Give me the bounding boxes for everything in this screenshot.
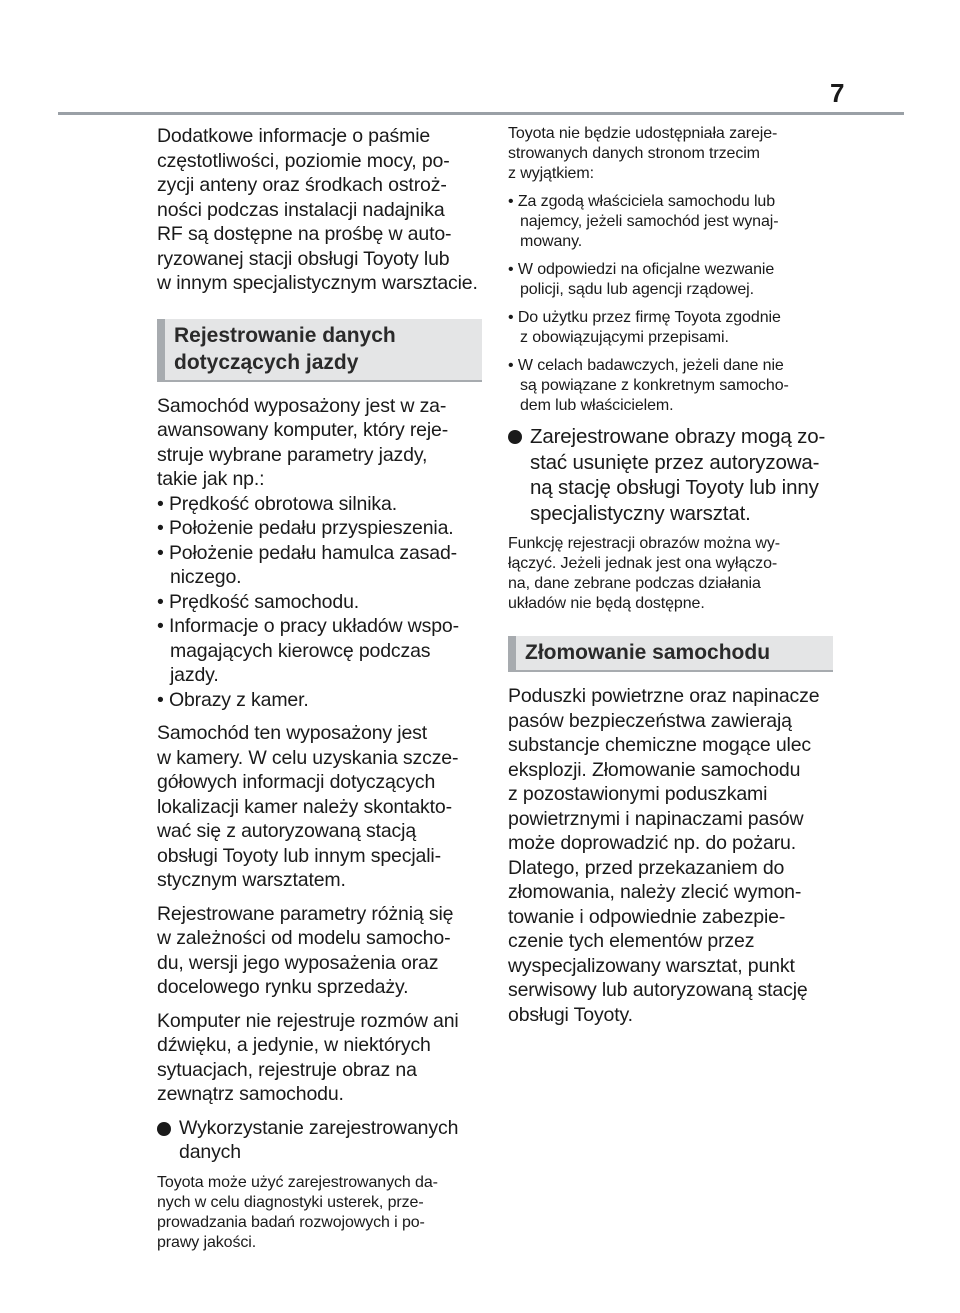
subheading-text: Zarejestrowane obrazy mogą zo- stać usunięte przez autoryzowa- ną stację obsługi Toyoty lub inny specjalistyczny warsztat. — [530, 425, 826, 525]
image-recording-note: Funkcję rejestracji obrazów można wy- łączyć. Jeżeli jednak jest ona wyłączo- na, dane zebrane podczas działania układów nie będą dostępne. — [508, 535, 780, 612]
list-item: • Do użytku przez firmę Toyota zgodnie z obowiązującymi przepisami. — [508, 309, 781, 346]
data-usage-note: Toyota może użyć zarejestrowanych da- nych w celu diagnostyki usterek, prze- prowadzania badań rozwojowych i po- prawy jakości. — [157, 1173, 438, 1251]
bullet-dot-icon — [157, 1122, 171, 1136]
subheading-image-deletion — [508, 424, 833, 526]
list-item: • Położenie pedału przyspieszenia. — [157, 517, 454, 539]
list-item: • Obrazy z kamer. — [157, 688, 309, 711]
bullet-dot-icon — [508, 430, 522, 444]
subheading-text: Wykorzystanie zarejestrowanych danych — [179, 1116, 459, 1163]
section-heading-text: Rejestrowanie danych dotyczących jazdy — [174, 323, 396, 374]
list-item: • Prędkość samochodu. — [157, 590, 360, 613]
left-column — [157, 124, 482, 1261]
list-item: • Położenie pedału hamulca zasad- niczego. — [157, 541, 457, 588]
rf-info-paragraph: Dodatkowe informacje o paśmie częstotliwości, poziomie mocy, po- zycji anteny oraz środkach ostroż- ności podczas instalacji nadajnika RF są dostępne na prośbę w auto- ryzowanej stacji obsługi Toyoty lub w innym specjalistycznym warsztacie. — [157, 125, 478, 294]
header-rule — [58, 112, 904, 115]
list-item: • W odpowiedzi na oficjalne wezwanie policji, sądu lub agencji rządowej. — [508, 261, 775, 298]
list-item: • Prędkość obrotowa silnika. — [157, 492, 397, 515]
list-item: • Informacje o pracy układów wspo- magających kierowcę podczas jazdy. — [157, 615, 459, 686]
scrapping-paragraph: Poduszki powietrzne oraz napinacze pasów bezpieczeństwa zawierają substancje chemiczne mogące ulec eksplozji. Złomowanie samochodu z pozostawionymi poduszkami powietrznymi i napinaczami pasów może doprowadzić np. do pożaru. Dlatego, przed przekazaniem do złomowania, należy zlecić wymon- towanie i odpowiednie zabezpie- czenie tych elementów przez wyspecjalizowany warsztat, punkt serwisowy lub autoryzowaną stację obsługi Toyoty. — [508, 685, 820, 1026]
parameters-vary-paragraph: Rejestrowane parametry różnią się w zależności od modelu samocho- du, wersji jego wyposażenia oraz docelowego rynku sprzedaży. — [157, 902, 454, 998]
third-party-paragraph: Toyota nie będzie udostępniała zareje- strowanych danych stronom trzecim z wyjątkiem: — [508, 125, 778, 182]
section-heading-scrapping — [508, 636, 833, 672]
recorded-parameters-list — [157, 492, 482, 713]
no-audio-paragraph: Komputer nie rejestruje rozmów ani dźwięku, a jedynie, w niektórych sytuacjach, rejestruje obraz na zewnątrz samochodu. — [157, 1009, 459, 1105]
subheading-data-usage — [157, 1116, 482, 1165]
list-item: • Za zgodą właściciela samochodu lub najemcy, jeżeli samochód jest wynaj- mowany. — [508, 193, 779, 250]
list-item: • W celach badawczych, jeżeli dane nie są powiązane z konkretnym samocho- dem lub właścicielem. — [508, 357, 789, 414]
section-heading-data-recording — [157, 319, 482, 382]
recording-intro-paragraph: Samochód wyposażony jest w za- awansowany komputer, który reje- struje wybrane parametry jazdy, takie jak np.: — [157, 394, 449, 490]
exceptions-list — [508, 192, 833, 416]
section-heading-text: Złomowanie samochodu — [525, 641, 771, 664]
right-column — [508, 124, 833, 1036]
page-number: 7 — [830, 78, 845, 108]
cameras-paragraph: Samochód ten wyposażony jest w kamery. W celu uzyskania szcze- gółowych informacji dotyczących lokalizacji kamer należy skontakto- wać się z autoryzowaną stacją obsługi Toyoty lub innym specjali- stycznym warsztatem. — [157, 722, 459, 891]
